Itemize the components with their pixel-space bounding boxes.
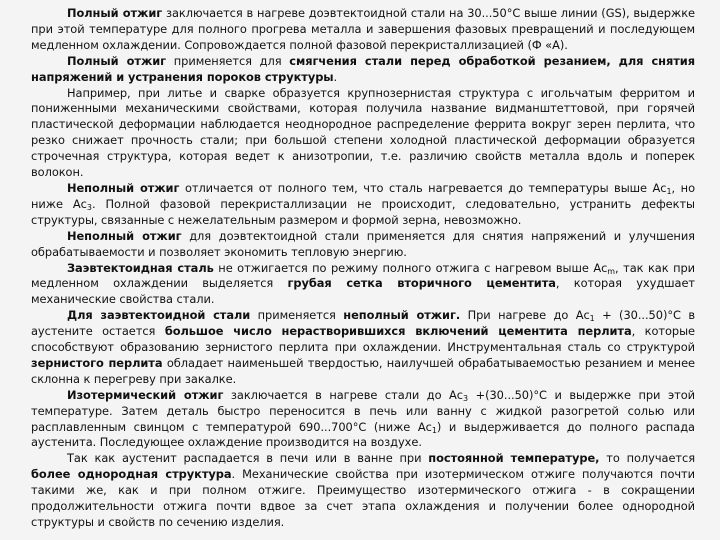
- bold-term: зернистого перлита: [31, 355, 163, 370]
- paragraph: [31, 86, 695, 181]
- paragraph: [31, 388, 695, 452]
- text-run: , которая ухудшает механические свойства стали.: [31, 276, 695, 307]
- subscript: 1: [666, 186, 672, 196]
- text-run: заключается в нагреве доэвтектоидной стали на 30...50°С выше линии (GS), выдержке при этой температуре для полного прогрева металла и завершения фазовых превращений и последующем медленном охлаждении. Сопровождается полной фазовой перекристаллизацией (Ф «А).: [31, 6, 695, 52]
- text-run: заключается в нагреве стали до Ас: [223, 387, 464, 402]
- text-run: Например, при литье и сварке образуется крупнозернистая структура с игольчатым ферритом и пониженными механическими свойствами, которая получила название видманштеттовой, при горячей пластической деформации наблюдается неоднородное распределение феррита вокруг зерен перлита, что резко снижает прочность стали; при большой степени холодной пластической деформации образуется строчечная структура, которая ведет к анизотропии, т.е. различию свойств металла вдоль и поперек волокон.: [31, 85, 695, 180]
- subscript: 1: [431, 425, 437, 435]
- bold-term: Полный отжиг: [67, 53, 167, 68]
- bold-term: Неполный отжиг: [67, 180, 180, 195]
- paragraph: [31, 451, 695, 531]
- text-run: , которые способствуют образованию зернистого перлита при охлаждении. Инструментальная сталь со структурой: [31, 324, 695, 355]
- paragraph: [31, 308, 695, 388]
- subscript: 1: [589, 314, 595, 324]
- subscript: m: [607, 266, 616, 276]
- text-run: Так как аустенит распадается в печи или в ванне при: [67, 451, 429, 466]
- bold-term: Заэвтектоидная сталь: [67, 260, 214, 275]
- bold-term: неполный отжиг.: [343, 308, 461, 323]
- text-run: применяется: [250, 308, 344, 323]
- paragraph: [31, 181, 695, 229]
- text-run: . Полной фазовой перекристаллизации не происходит, следовательно, устранить дефекты структуры, связанные с нежелательным размером и формой зерна, невозможно.: [31, 196, 695, 227]
- paragraph: [31, 229, 695, 261]
- text-run: , но ниже Ас: [31, 180, 695, 211]
- bold-term: грубая сетка вторичного цементита: [287, 276, 556, 291]
- bold-term: большое число нерастворившихся включений цементита перлита: [164, 324, 632, 339]
- text-run: + (30...50)°С в аустените остается: [31, 308, 695, 339]
- text-run: .: [333, 69, 338, 84]
- text-run: При нагреве до Ас: [460, 308, 590, 323]
- text-run: отличается от полного тем, что сталь нагревается до температуры выше Ас: [179, 180, 667, 195]
- bold-term: Для заэвтектоидной стали: [67, 308, 251, 323]
- bold-term: смягчения стали перед обработкой резанием, для снятия напряжений и устранения пороков структуры: [31, 53, 695, 84]
- text-run: ) и выдерживается до полного распада аустенита. Последующее охлаждение производится на воздухе.: [31, 419, 695, 450]
- text-run: обладает наименьшей твердостью, наилучшей обрабатываемостью резанием и менее склонна к перегреву при закалке.: [31, 355, 695, 386]
- bold-term: более однородная структура: [31, 467, 232, 482]
- text-run: . Механические свойства при изотермическом отжиге получаются почти такими же, как и при полном отжиге. Преимущество изотермического отжига - в сокращении продолжительности отжига почти вдвое за счет этапа охлаждения и получении более однородной структуры и свойств по сечению изделия.: [31, 467, 695, 529]
- text-run: для доэвтектоидной стали применяется для снятия напряжений и улучшения обрабатываемости и позволяет экономить тепловую энергию.: [31, 228, 695, 259]
- subscript: 3: [86, 202, 92, 212]
- paragraph: [31, 54, 695, 86]
- text-run: применяется для: [166, 53, 290, 68]
- text-run: не отжигается по режиму полного отжига с нагревом выше Ас: [213, 260, 608, 275]
- text-run: то получается: [599, 451, 695, 466]
- text-run: , так как при медленном охлаждении выделяется: [31, 260, 696, 291]
- bold-term: Полный отжиг: [67, 6, 163, 20]
- paragraph: [31, 261, 695, 309]
- bold-term: Изотермический отжиг: [67, 387, 224, 402]
- bold-term: Неполный отжиг: [67, 228, 182, 243]
- document-page: [31, 6, 695, 531]
- bold-term: постоянной температуре,: [428, 451, 600, 466]
- text-run: +(30...50)°С и выдержке при этой температуре. Затем деталь быстро переносится в печь или ванну с жидкой разогретой солью или расплавленным свинцом с температурой 690...700°С (ниже Ас: [31, 387, 695, 434]
- paragraph: [31, 6, 695, 54]
- subscript: 3: [463, 393, 469, 403]
